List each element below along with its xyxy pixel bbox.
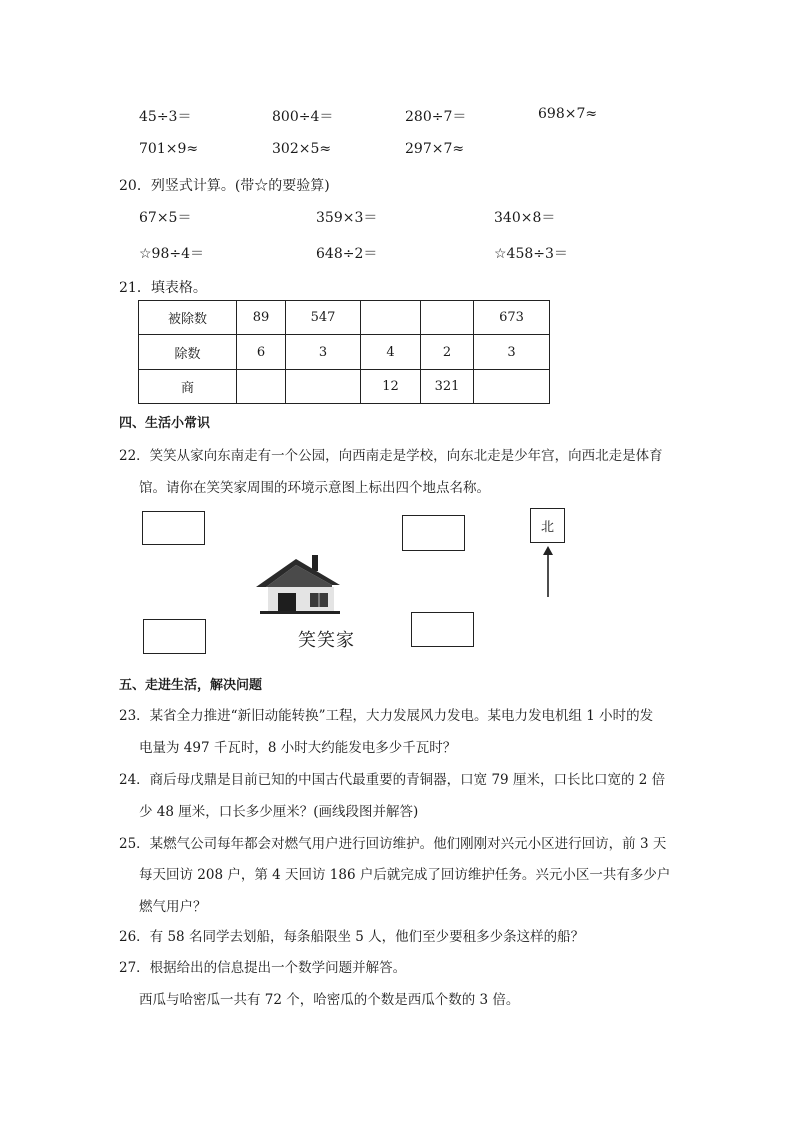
table-cell — [473, 369, 550, 404]
section5-heading: 五、走进生活，解决问题 — [119, 678, 263, 693]
blank-box-northwest — [142, 511, 205, 545]
q24-line1: 24．商后母戊鼎是目前已知的中国古代最重要的青铜器，口宽 79 厘米，口长比口宽的 2 倍 — [119, 772, 666, 788]
q19-r1-c3: 280÷7＝ — [405, 109, 467, 125]
q19-r1-c1: 45÷3＝ — [139, 109, 192, 125]
q22-line1: 22．笑笑从家向东南走有一个公园，向西南走是学校，向东北走是少年宫，向西北走是体育 — [119, 448, 663, 464]
table-cell — [360, 300, 421, 335]
q20-r2-c1: ☆98÷4＝ — [139, 246, 205, 262]
q20-r2-c3: ☆458÷3＝ — [494, 246, 568, 262]
blank-box-southeast — [411, 612, 474, 647]
q20-r1-c1: 67×5＝ — [139, 210, 192, 226]
section4-heading: 四、生活小常识 — [119, 416, 211, 431]
table-header-divisor: 除数 — [138, 334, 237, 370]
q20-r1-c2: 359×3＝ — [316, 210, 378, 226]
q23-line1: 23．某省全力推进“新旧动能转换”工程，大力发展风力发电。某电力发电机组 1 小时的发 — [119, 708, 654, 724]
north-arrow-icon — [540, 546, 556, 598]
table-cell — [420, 300, 474, 335]
q25-line2: 每天回访 208 户，第 4 天回访 186 户后就完成了回访维护任务。兴元小区一共有多少户 — [139, 867, 671, 883]
q22-line2: 馆。请你在笑笑家周围的环境示意图上标出四个地点名称。 — [139, 480, 490, 496]
q25-line1: 25．某燃气公司每年都会对燃气用户进行回访维护。他们刚刚对兴元小区进行回访，前 3 天 — [119, 836, 667, 852]
table-cell: 321 — [420, 369, 474, 404]
table-header-dividend: 被除数 — [138, 300, 237, 335]
table-cell: 89 — [236, 300, 286, 335]
table-cell: 547 — [285, 300, 361, 335]
q19-r2-c3: 297×7≈ — [405, 141, 465, 157]
q27-line1: 27．根据给出的信息提出一个数学问题并解答。 — [119, 960, 407, 976]
blank-box-southwest — [143, 619, 206, 654]
q25-line3: 燃气用户？ — [139, 899, 207, 915]
q20-r1-c3: 340×8＝ — [494, 210, 556, 226]
table-header-quotient: 商 — [138, 369, 237, 404]
table-cell: 3 — [473, 334, 550, 370]
table-cell: 673 — [473, 300, 550, 335]
house-icon — [252, 553, 344, 615]
q23-line2: 电量为 497 千瓦时，8 小时大约能发电多少千瓦时？ — [139, 740, 457, 756]
q26-line1: 26．有 58 名同学去划船，每条船限坐 5 人，他们至少要租多少条这样的船？ — [119, 929, 585, 945]
q19-r2-c1: 701×9≈ — [139, 141, 199, 157]
table-cell: 2 — [420, 334, 474, 370]
q19-r2-c2: 302×5≈ — [272, 141, 332, 157]
q27-line2: 西瓜与哈密瓜一共有 72 个，哈密瓜的个数是西瓜个数的 3 倍。 — [139, 992, 520, 1008]
blank-box-northeast — [402, 515, 465, 551]
table-cell — [236, 369, 286, 404]
q21-title: 21．填表格。 — [119, 280, 207, 296]
north-label: 北 — [540, 520, 554, 535]
q24-line2: 少 48 厘米，口长多少厘米？(画线段图并解答) — [139, 804, 419, 820]
q20-title: 20．列竖式计算。(带☆的要验算) — [119, 178, 330, 194]
table-cell: 12 — [360, 369, 421, 404]
q19-r1-c2: 800÷4＝ — [272, 109, 334, 125]
table-cell: 6 — [236, 334, 286, 370]
home-label: 笑笑家 — [298, 630, 355, 651]
table-cell: 4 — [360, 334, 421, 370]
north-label-box — [530, 508, 565, 543]
table-cell — [285, 369, 361, 404]
table-cell: 3 — [285, 334, 361, 370]
q20-r2-c2: 648÷2＝ — [316, 246, 378, 262]
q19-r1-c4: 698×7≈ — [538, 106, 598, 122]
